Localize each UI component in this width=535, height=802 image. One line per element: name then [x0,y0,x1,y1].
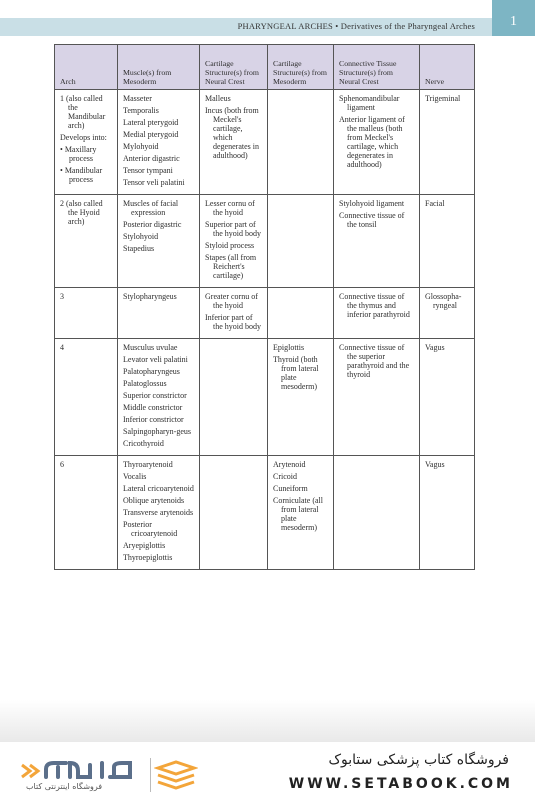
nerve-cell [420,195,475,288]
muscles-cell [118,195,200,288]
nerve-cell [420,339,475,456]
cell-item: Levator veli palatini [123,355,188,364]
cell-item: Thyroepiglottis [123,553,173,562]
cartilage-mesoderm-cell [268,339,334,456]
cell-item: Lateral pterygoid [123,118,179,127]
cell-item: Stapedius [123,244,155,253]
cartilage-neural-crest-cell [200,90,268,195]
book-stack-icon [154,760,198,792]
cell-item: Superior part of the hyoid body [205,220,261,238]
footer-divider [150,758,151,792]
cell-item: Tensor tympani [123,166,173,175]
table-row [55,90,475,195]
column-header-muscles: Muscle(s) from Mesoderm [118,45,200,90]
muscles-cell [118,288,200,339]
cell-item: Arytenoid [273,460,306,469]
cell-item: Lesser cornu of the hyoid [205,199,255,217]
cartilage-mesoderm-cell [268,195,334,288]
cell-item: Styloid process [205,241,255,250]
connective-tissue-cell [334,456,420,570]
cell-item: 3 [60,292,64,301]
table-row [55,456,475,570]
cell-item: Cricothyroid [123,439,164,448]
cell-item: Connective tissue of the tonsil [339,211,405,229]
cell-item: Middle constrictor [123,403,183,412]
cell-item: 4 [60,343,64,352]
cell-item: Posterior digastric [123,220,182,229]
arch-cell [55,288,118,339]
cell-item: Superior constrictor [123,391,187,400]
cell-item: Thyroarytenoid [123,460,173,469]
arch-cell [55,339,118,456]
derivatives-table [54,44,475,570]
page-bottom-fade [0,700,535,742]
cell-item: Musculus uvulae [123,343,178,352]
arch-cell [55,456,118,570]
running-header-title: PHARYNGEAL ARCHES • Derivatives of the Pharyngeal Arches [237,21,475,31]
nerve-cell [420,90,475,195]
cartilage-neural-crest-cell [200,339,268,456]
muscles-cell [118,90,200,195]
cell-item: Sphenomandibular ligament [339,94,400,112]
store-name: فروشگاه کتاب پزشکی ستابوک [328,752,509,768]
table-row [55,339,475,456]
column-header-cartilage-mesoderm: Cartilage Structure(s) from Mesoderm [268,45,334,90]
cell-item: Vocalis [123,472,147,481]
arch-cell [55,90,118,195]
cell-item: 2 (also called the Hyoid arch) [60,199,103,226]
cell-item: Transverse arytenoids [123,508,194,517]
cartilage-neural-crest-cell [200,288,268,339]
cartilage-mesoderm-cell [268,456,334,570]
cartilage-mesoderm-cell [268,90,334,195]
connective-tissue-cell [334,288,420,339]
nerve-cell [420,288,475,339]
cell-item: Palatoglossus [123,379,167,388]
cartilage-mesoderm-cell [268,288,334,339]
column-header-arch: Arch [55,45,118,90]
store-url-link[interactable]: WWW.SETABOOK.COM [288,776,513,792]
cell-item: Palatopharyngeus [123,367,180,376]
column-header-cartilage-neural-crest: Cartilage Structure(s) from Neural Crest [200,45,268,90]
cell-item: Inferior part of the hyoid body [205,313,261,331]
connective-tissue-cell [334,90,420,195]
cell-item: Mylohyoid [123,142,159,151]
setabook-logo-icon [18,757,138,783]
cell-item: Connective tissue of the thymus and inferior parathyroid [339,292,410,319]
cell-item: Masseter [123,94,152,103]
column-header-connective-tissue: Connective Tissue Structure(s) from Neural Crest [334,45,420,90]
cell-item: Stylohyoid [123,232,159,241]
cartilage-neural-crest-cell [200,195,268,288]
cell-item: Salpingopharyn-geus [123,427,191,436]
cell-item: Trigeminal [425,94,461,103]
cell-item: Anterior digastric [123,154,180,163]
table-row [55,195,475,288]
cell-item: Muscles of facial expression [123,199,179,217]
cell-item: Stylohyoid ligament [339,199,405,208]
cell-item: 1 (also called the Mandibular arch) [60,94,106,130]
muscles-cell [118,339,200,456]
arch-cell [55,195,118,288]
table-header-row [55,45,475,90]
cell-item: Greater cornu of the hyoid [205,292,258,310]
cell-item: Thyroid (both from lateral plate mesoderm) [273,355,319,391]
cell-item: Stylopharyngeus [123,292,177,301]
arch-bullet-item: • Maxillary process [60,145,97,163]
connective-tissue-cell [334,339,420,456]
column-header-nerve: Nerve [420,45,475,90]
cell-item: Stapes (all from Reichert's cartilage) [205,253,257,280]
cell-item: Medial pterygoid [123,130,179,139]
cell-item: Anterior ligament of the malleus (both from Meckel's cartilage, which degenerates in adulthood) [339,115,405,169]
cell-item: Facial [425,199,445,208]
logo-caption: فروشگاه اینترنتی کتاب [26,782,103,791]
cell-item: Develops into: [60,133,107,142]
cell-item: Inferior constrictor [123,415,184,424]
connective-tissue-cell [334,195,420,288]
cell-item: Glossopha-ryngeal [425,292,462,310]
cell-item: Vagus [425,460,445,469]
cartilage-neural-crest-cell [200,456,268,570]
cell-item: Lateral cricoarytenoid [123,484,194,493]
cell-item: Connective tissue of the superior parathyroid and the thyroid [339,343,410,379]
page-number: 1 [492,0,535,36]
cell-item: 6 [60,460,64,469]
cell-item: Cricoid [273,472,297,481]
nerve-cell [420,456,475,570]
cell-item: Incus (both from Meckel's cartilage, which degenerates in adulthood) [205,106,259,160]
muscles-cell [118,456,200,570]
cell-item: Aryepiglottis [123,541,166,550]
cell-item: Corniculate (all from lateral plate mesoderm) [273,496,323,532]
cell-item: Vagus [425,343,445,352]
cell-item: Malleus [205,94,231,103]
cell-item: Tensor veli palatini [123,178,185,187]
cell-item: Oblique arytenoids [123,496,185,505]
cell-item: Epiglottis [273,343,305,352]
cell-item: Temporalis [123,106,159,115]
cell-item: Cuneiform [273,484,308,493]
cell-item: Posterior cricoarytenoid [123,520,178,538]
table-row [55,288,475,339]
arch-bullet-item: • Mandibular process [60,166,103,184]
